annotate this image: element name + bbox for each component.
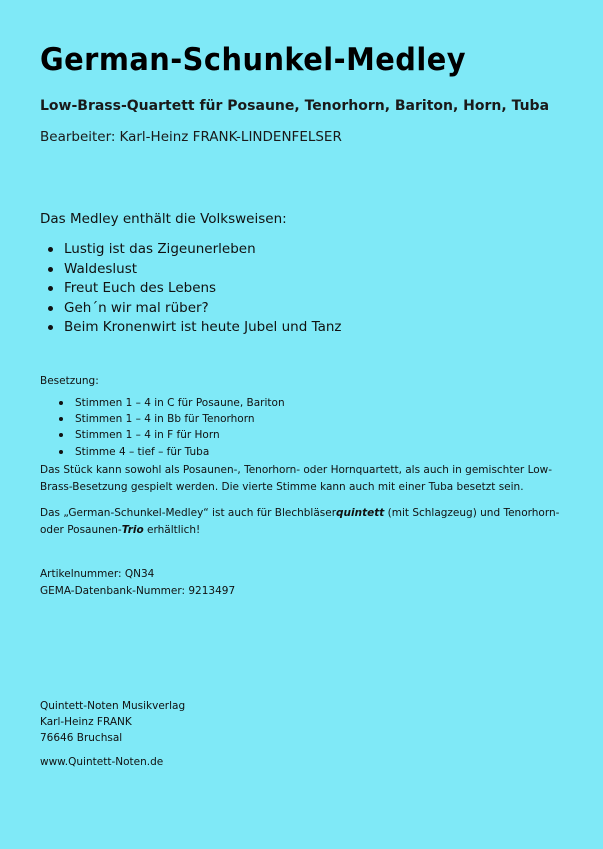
list-item: Stimmen 1 – 4 in F für Horn <box>40 427 285 443</box>
subtitle: Low-Brass-Quartett für Posaune, Tenorhorn, Bariton, Horn, Tuba <box>40 98 550 114</box>
availability-emphasis-quintett: quintett <box>336 507 385 519</box>
publisher-website-link[interactable]: www.Quintett-Noten.de <box>40 756 164 768</box>
list-item: Stimmen 1 – 4 in Bb für Tenorhorn <box>40 411 285 427</box>
songs-intro: Das Medley enthält die Volksweisen: <box>40 211 287 227</box>
availability-text-start: Das „German-Schunkel-Medley“ ist auch für Blechbläser <box>40 507 337 519</box>
list-item: Freut Euch des Lebens <box>40 279 342 299</box>
page-title: German-Schunkel-Medley <box>40 42 466 78</box>
arranger-line <box>40 129 346 145</box>
list-item: Geh´n wir mal rüber? <box>40 299 342 319</box>
description-paragraph: Das Stück kann sowohl als Posaunen-, Tenorhorn- oder Hornquartett, als auch in gemischter Low-Brass-Besetzung gespielt werden. Die vierte Stimme kann auch mit einer Tuba besetzt sein. <box>40 464 553 493</box>
arranger-name: Karl-Heinz FRANK-LINDENFELSER <box>119 129 342 145</box>
publisher-name: Quintett-Noten Musikverlag <box>40 700 186 712</box>
publisher-person: Karl-Heinz FRANK <box>40 716 132 728</box>
list-item: Stimme 4 – tief – für Tuba <box>40 444 285 460</box>
availability-text-end: erhältlich! <box>143 524 201 536</box>
availability-paragraph <box>40 505 570 539</box>
list-item: Stimmen 1 – 4 in C für Posaune, Bariton <box>40 395 285 411</box>
list-item: Lustig ist das Zigeunerleben <box>40 240 342 260</box>
list-item: Waldeslust <box>40 260 342 280</box>
availability-emphasis-trio: Trio <box>121 524 144 536</box>
gema-number: GEMA-Datenbank-Nummer: 9213497 <box>40 585 236 597</box>
instrumentation-list <box>40 395 285 460</box>
arranger-label: Bearbeiter: <box>40 129 116 145</box>
list-item: Beim Kronenwirt ist heute Jubel und Tanz <box>40 318 342 338</box>
instrumentation-heading: Besetzung: <box>40 375 99 387</box>
availability-text-middle: (mit Schlagzeug) und Tenorhorn- oder Posaunen- <box>40 507 560 536</box>
article-number: Artikelnummer: QN34 <box>40 568 155 580</box>
publisher-city: 76646 Bruchsal <box>40 732 123 744</box>
song-list <box>40 240 342 338</box>
